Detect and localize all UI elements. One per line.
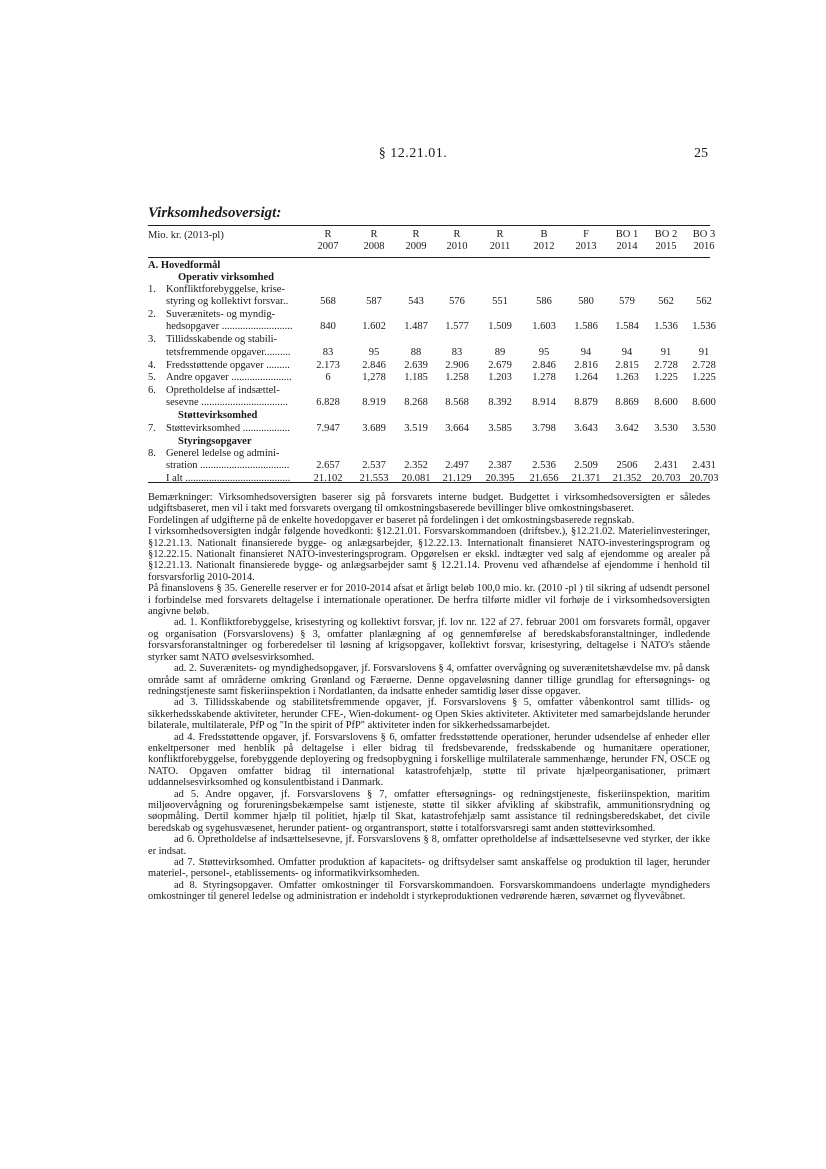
table-cell: 21.553 — [359, 473, 389, 484]
row-label: Operativ virksomhed — [178, 272, 274, 283]
unit-label: Mio. kr. (2013-pl) — [148, 230, 224, 241]
section-title: Virksomhedsoversigt: — [148, 205, 282, 221]
column-type: B — [540, 229, 548, 240]
remark-paragraph: ad 3. Tillidsskabende og stabilitetsfremmende opgaver, jf. Forsvarslovens § 5, omfatter våbenkontrol samt tillids- og sikkerhedsskabende aktiviteter, herunder CFE-, Wien-dokument- og Open Skies aktiviteter. Aktiviteter med samarbejdslande herunder bilaterale, multilaterale, PfP og "In the spirit of PfP" aktiviteter inden for sikkerhedssamarbejdet. — [148, 697, 710, 732]
table-cell: 2.846 — [362, 360, 386, 371]
column-year: 2015 — [655, 241, 677, 252]
table-cell: 2.352 — [404, 460, 428, 471]
table-cell: 2.657 — [316, 460, 340, 471]
remark-paragraph: ad. 2. Suverænitets- og myndighedsopgaver, jf. Forsvarslovens § 4, omfatter overvågning og suverænitetshævdelse mv. på dansk område samt af områderne omkring Grønland og Færøerne. Denne opgaveløsning danner tillige grundlag for eftersøgnings- og redningstjeneste samt fiskeriinspektion i Nordatlanten, da indsatte enheder samtidig løser disse opgaver. — [148, 663, 710, 697]
table-cell: 20.703 — [651, 473, 681, 484]
row-number: 4. — [148, 360, 156, 371]
table-top-rule — [148, 225, 710, 226]
table-cell: 3.530 — [692, 423, 716, 434]
table-cell: 2.679 — [488, 360, 512, 371]
table-cell: 562 — [658, 296, 674, 307]
table-cell: 2.173 — [316, 360, 340, 371]
column-type: BO 1 — [615, 229, 639, 240]
row-label: sesevne ................................. — [166, 397, 288, 408]
table-cell: 21.656 — [529, 473, 559, 484]
table-cell: 1.225 — [692, 372, 716, 383]
table-cell: 20.703 — [689, 473, 719, 484]
table-cell: 8.879 — [574, 397, 598, 408]
table-cell: 2.816 — [574, 360, 598, 371]
table-cell: 1.225 — [654, 372, 678, 383]
column-year: 2012 — [533, 241, 555, 252]
table-cell: 1.278 — [532, 372, 556, 383]
remark-paragraph: Fordelingen af udgifterne på de enkelte hovedopgaver er baseret på fordelingen i det omkostningsbaserede regnskab. — [148, 514, 635, 526]
table-cell: 1.536 — [654, 321, 678, 332]
row-label: stration .................................. — [166, 460, 290, 471]
row-number: 5. — [148, 372, 156, 383]
table-cell: 586 — [536, 296, 552, 307]
table-cell: 1.584 — [615, 321, 639, 332]
column-header — [435, 229, 479, 253]
table-cell: 21.102 — [313, 473, 343, 484]
row-label: Andre opgaver ....................... — [166, 372, 292, 383]
row-label: Styringsopgaver — [178, 436, 252, 447]
remark-paragraph: ad. 1. Konfliktforebyggelse, krisestyring og kollektivt forsvar, jf. lov nr. 122 af 27. februar 2001 om forsvarets formål, opgaver og organisation (Forsvarslovens) § 3, omfatter planlægning af og gennemførelse af beredskabsforanstaltninger, indledende forsvarsforanstaltninger og forberedelser til løsning af krigsopgaver, kollektivt forsvar, krisestyring, deltagelse i NATO's stående styrker samt NATO øvelsesvirksomhed. — [148, 617, 710, 663]
table-cell: 83 — [451, 347, 463, 358]
table-cell: 579 — [619, 296, 635, 307]
table-cell: 91 — [698, 347, 710, 358]
column-header — [522, 229, 566, 253]
table-cell: 1.602 — [362, 321, 386, 332]
table-cell: 3.664 — [445, 423, 469, 434]
table-header-rule — [148, 257, 710, 258]
column-type: R — [496, 229, 504, 240]
remark-paragraph: ad 4. Fredsstøttende opgaver, jf. Forsvarslovens § 6, omfatter fredsstøttende operationer, herunder udsendelse af enheder eller enkeltpersoner med henblik på deltagelse i eller bidrag til fredsbevarende, fredsskabende og humanitære operationer, konfliktforebyggelse, forebyggende deployering og fredsopbygning i forskellige multilaterale sammenhænge, herunder FN, OSCE og NATO. Opgaven omfatter bidrag til international katastrofehjælp, støtte til private hjælpeorganisationer, primært uddannelsesvirksomhed og konsulentbistand i Danmark. — [148, 731, 710, 789]
column-header — [682, 229, 726, 253]
remark-paragraph: I virksomhedsoversigten indgår følgende hovedkonti: §12.21.01. Forsvarskommandoen (driftsbev.), §12.21.02. Materielinvesteringer, §12.21.13. Nationalt finansierede bygge- og anlægsarbejder, §12.22.13. Internationalt finansieret NATO-investeringsprogram og §12.22.15. Nationalt finansieret NATO-investeringsprogram. Opgørelsen er ekskl. indtægter ved salg af ejendomme og arealer på §12.21.13. Nationalt finansierede bygge- og anlægsarbejder samt § 12.21.14. Provenu ved afhændelse af ejendomme i henhold til forsvarsforlig 2010-2014. — [148, 526, 710, 583]
table-row — [148, 396, 716, 409]
table-cell: 2.509 — [574, 460, 598, 471]
table-cell: 3.642 — [615, 423, 639, 434]
page-number: 25 — [694, 146, 708, 161]
table-cell: 8.392 — [488, 397, 512, 408]
table-cell: 2.639 — [404, 360, 428, 371]
table-row — [148, 333, 710, 346]
row-label: Konfliktforebyggelse, krise- — [166, 284, 285, 295]
row-label: Fredsstøttende opgaver ......... — [166, 360, 290, 371]
row-number: 6. — [148, 385, 156, 396]
table-cell: 2.906 — [445, 360, 469, 371]
column-type: R — [412, 229, 420, 240]
remark-paragraph: ad 8. Styringsopgaver. Omfatter omkostninger til Forsvarskommandoen. Forsvarskommandoens underlagte myndigheders omkostninger til generel ledelse og administration er indeholdt i styrkeproduktionen vedrørende hæren, søværnet og flyvevåbnet. — [148, 879, 710, 903]
remark-paragraph: ad 5. Andre opgaver, jf. Forsvarslovens § 7, omfatter eftersøgnings- og redningstjeneste, fiskeriinspektion, maritim miljøovervågning og forureningsbekæmpelse samt istjeneste, støtte til sikker afvikling af skibstrafik, ammunitionsrydning og søopmåling. Dertil kommer hjælp til politiet, hjælp til Skat, katastrofehjælp samt assistance til redningsberedskabet, det civile beredskab og sygehusvæsenet, herunder patient- og organtransport, støtte i totalforsvarsregi samt anden støttevirksomhed. — [148, 788, 710, 834]
table-row — [148, 422, 716, 435]
table-cell: 1.264 — [574, 372, 598, 383]
table-cell: 8.268 — [404, 397, 428, 408]
table-cell: 2.431 — [692, 460, 716, 471]
row-number: 3. — [148, 334, 156, 345]
table-cell: 2.846 — [532, 360, 556, 371]
column-header — [478, 229, 522, 253]
row-number: 8. — [148, 448, 156, 459]
table-cell: 2.387 — [488, 460, 512, 471]
table-cell: 1.586 — [574, 321, 598, 332]
table-cell: 551 — [492, 296, 508, 307]
row-label: styring og kollektivt forsvar.. — [166, 296, 289, 307]
table-cell: 1.263 — [615, 372, 639, 383]
column-header — [605, 229, 649, 253]
table-cell: 3.798 — [532, 423, 556, 434]
table-cell: 568 — [320, 296, 336, 307]
column-type: F — [583, 229, 589, 240]
table-cell: 562 — [696, 296, 712, 307]
row-label: Tillidsskabende og stabili- — [166, 334, 278, 345]
row-label: hedsopgaver ........................... — [166, 321, 293, 332]
remark-paragraph: ad 6. Opretholdelse af indsættelsesevne, jf. Forsvarslovens § 8, omfatter opretholdelse af indsættelsesevne ved styrker, der ikke er indsat. — [148, 834, 710, 857]
column-year: 2008 — [363, 241, 385, 252]
table-cell: 2.536 — [532, 460, 556, 471]
row-label: Opretholdelse af indsættel- — [166, 385, 280, 396]
table-cell: 95 — [368, 347, 380, 358]
table-cell: 576 — [449, 296, 465, 307]
column-type: R — [370, 229, 378, 240]
table-cell: 94 — [580, 347, 592, 358]
remark-paragraph: Bemærkninger: Virksomhedsoversigten baserer sig på forsvarets interne budget. Budgettet i virksomhedsoversigten er således udgiftsbaseret, men vil i takt med forsvarets overgang til omkostningsbaserede bevillinger blive omkostningsbaseret. — [148, 492, 710, 515]
row-label: I alt ........................................ — [166, 473, 291, 484]
row-number: 7. — [148, 423, 156, 434]
table-cell: 2.431 — [654, 460, 678, 471]
table-cell: 6.828 — [316, 397, 340, 408]
table-cell: 1.185 — [404, 372, 428, 383]
table-cell: 3.585 — [488, 423, 512, 434]
table-cell: 95 — [538, 347, 550, 358]
table-cell: 1.258 — [445, 372, 469, 383]
table-cell: 580 — [578, 296, 594, 307]
table-row — [148, 320, 716, 333]
remarks-section — [148, 492, 710, 903]
row-label: A. Hovedformål — [148, 260, 221, 271]
table-cell: 3.643 — [574, 423, 598, 434]
table-cell: 1,278 — [362, 372, 386, 383]
table-cell: 1.203 — [488, 372, 512, 383]
column-year: 2013 — [575, 241, 597, 252]
table-cell: 8.914 — [532, 397, 556, 408]
table-row — [148, 371, 716, 384]
table-cell: 89 — [494, 347, 506, 358]
table-cell: 8.568 — [445, 397, 469, 408]
column-type: R — [453, 229, 461, 240]
column-year: 2016 — [693, 241, 715, 252]
table-cell: 91 — [660, 347, 672, 358]
row-label: Suverænitets- og myndig- — [166, 309, 276, 320]
table-cell: 3.519 — [404, 423, 428, 434]
table-row — [148, 409, 710, 422]
column-header — [352, 229, 396, 253]
table-row — [148, 295, 710, 308]
table-cell: 7.947 — [316, 423, 340, 434]
table-cell: 8.869 — [615, 397, 639, 408]
row-number: 1. — [148, 284, 156, 295]
table-row — [148, 472, 719, 485]
table-cell: 840 — [320, 321, 336, 332]
column-header — [564, 229, 608, 253]
row-label: Støttevirksomhed .................. — [166, 423, 290, 434]
table-cell: 8.600 — [654, 397, 678, 408]
column-year: 2014 — [616, 241, 638, 252]
table-cell: 21.352 — [612, 473, 642, 484]
table-cell: 2506 — [616, 460, 638, 471]
table-cell: 3.689 — [362, 423, 386, 434]
table-cell: 1.487 — [404, 321, 428, 332]
section-reference: § 12.21.01. — [378, 146, 448, 161]
table-cell: 1.603 — [532, 321, 556, 332]
table-cell: 94 — [621, 347, 633, 358]
column-header — [306, 229, 350, 253]
column-header — [394, 229, 438, 253]
column-year: 2010 — [446, 241, 468, 252]
row-label: tetsfremmende opgaver.......... — [166, 347, 291, 358]
table-cell: 2.537 — [362, 460, 386, 471]
table-cell: 88 — [410, 347, 422, 358]
column-type: BO 2 — [654, 229, 678, 240]
row-label: Generel ledelse og admini- — [166, 448, 280, 459]
table-cell: 6 — [325, 372, 331, 383]
remark-paragraph: På finanslovens § 35. Generelle reserver er for 2010-2014 afsat et årligt beløb 100,0 mio. kr. (2010 -pl ) til sikring af udsendt personel i forbindelse med forsvarets deltagelse i internationale operationer. De herfra tilførte midler vil forhøje de i virksomhedsoversigten angivne beløb. — [148, 583, 710, 618]
column-year: 2009 — [405, 241, 427, 252]
table-cell: 20.081 — [401, 473, 431, 484]
remark-paragraph: ad 7. Støttevirksomhed. Omfatter produktion af kapacitets- og driftsydelser samt anskaffelse og produktion til lager, herunder materiel-, personel-, etablissements- og informatikvirksomheden. — [148, 857, 710, 880]
table-cell: 2.497 — [445, 460, 469, 471]
table-row — [148, 459, 716, 472]
table-cell: 20.395 — [485, 473, 515, 484]
column-year: 2011 — [489, 241, 511, 252]
table-cell: 1.577 — [445, 321, 469, 332]
table-cell: 8.919 — [362, 397, 386, 408]
table-cell: 2.815 — [615, 360, 639, 371]
table-cell: 8.600 — [692, 397, 716, 408]
table-cell: 83 — [322, 347, 334, 358]
table-cell: 1.536 — [692, 321, 716, 332]
row-label: Støttevirksomhed — [178, 410, 258, 421]
table-cell: 3.530 — [654, 423, 678, 434]
row-number: 2. — [148, 309, 156, 320]
column-type: R — [324, 229, 332, 240]
column-type: BO 3 — [692, 229, 716, 240]
table-cell: 1.509 — [488, 321, 512, 332]
table-cell: 587 — [366, 296, 382, 307]
table-cell: 21.371 — [571, 473, 601, 484]
table-row — [148, 346, 710, 359]
table-cell: 21.129 — [442, 473, 472, 484]
table-cell: 2.728 — [654, 360, 678, 371]
table-cell: 2.728 — [692, 360, 716, 371]
table-cell: 543 — [408, 296, 424, 307]
column-year: 2007 — [317, 241, 339, 252]
